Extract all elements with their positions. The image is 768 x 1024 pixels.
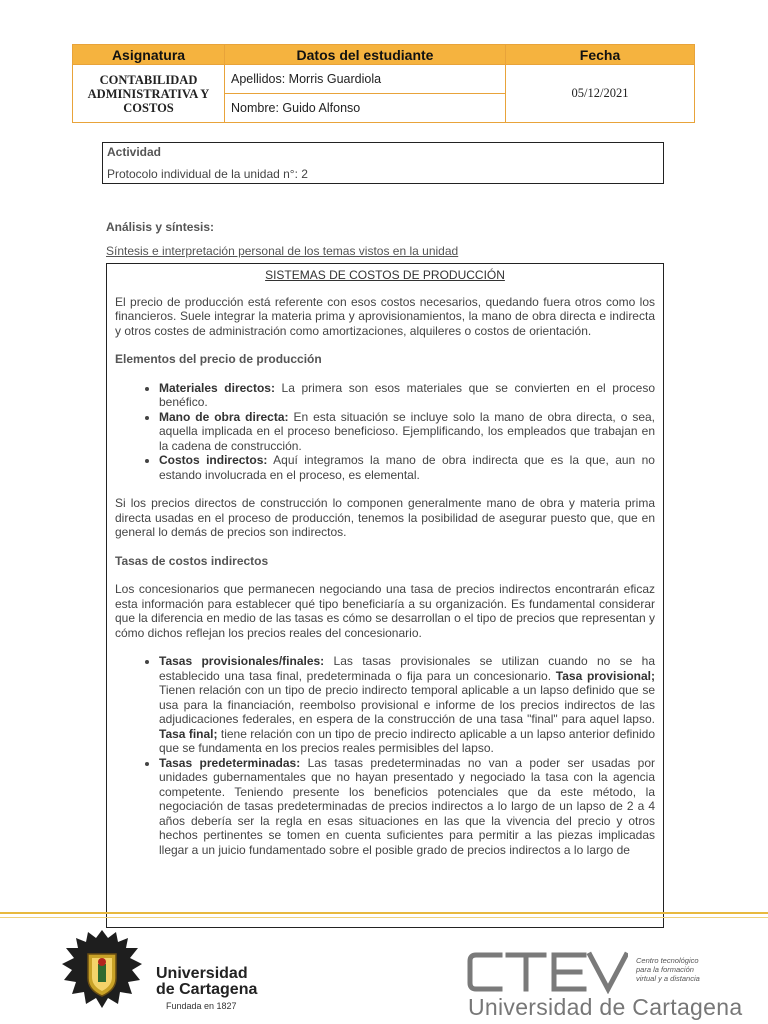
surnames-cell: Apellidos: Morris Guardiola <box>225 65 506 94</box>
list-item-term: Tasas provisionales/finales: <box>159 654 325 668</box>
list-item <box>159 654 655 756</box>
section-subtitle: Síntesis e interpretación personal de los temas vistos en la unidad <box>106 244 459 258</box>
paragraph-rates: Los concesionarios que permanecen negociando una tasa de precios indirectos encontrarán eficaz esta información para establecer qué tipo beneficiaría a su organización. Es fundamental considerar que la diferencia en medio de las tasas es cómo se desarrollan o el tipo de precios que representan y cómo dichos reflejan los precios reales del concesionario. <box>115 582 655 640</box>
list-item-text: La primera son esos materiales que se convierten en el proceso benéfico. <box>159 380 655 409</box>
list-item-text: Las tasas provisionales se utilizan cuando no se ha establecido una tasa final, predeterminada o fija para un concesionario. <box>159 654 655 683</box>
list-item <box>159 381 655 410</box>
elements-list <box>115 381 655 483</box>
footer-divider <box>0 912 768 914</box>
list-item-text: Las tasas predeterminadas no van a poder ser usadas por unidades gubernamentales que no hayan presentado y negociado la tasa con la agencia competente. Teniendo presente los beneficios potenciales que da este método, la negociación de tasas predeterminadas de precios indirectos a lo largo de un lapso de 2 a 4 años debería ser la regla en esas situaciones en las que la vivencia del precio y otros hechos pertinentes se tomen en cuenta suficientes para permitir a las piezas implicadas llegar a un juicio fundamentado sobre el posible grado de precios indirectos a lo largo de <box>159 755 655 857</box>
subject-cell: CONTABILIDAD ADMINISTRATIVA Y COSTOS <box>73 65 225 123</box>
activity-value: Protocolo individual de la unidad n°: 2 <box>107 167 308 181</box>
header-table <box>72 44 695 123</box>
university-name <box>156 966 257 998</box>
date-cell: 05/12/2021 <box>506 65 695 123</box>
paragraph-direct-costs: Si los precios directos de construcción lo componen generalmente mano de obra y materia prima directa usadas en el proceso de producción, tenemos la posibilidad de asegurar puesto que, que en general lo demás de precios son indirectos. <box>115 496 655 539</box>
list-item-text: Tienen relación con un tipo de precio indirecto temporal aplicable a un lapso definido que se usa para la financiación, reembolso provisional e informe de los precios indirectos de las adjudicaciones federales, en espera de la construcción de una tasa "final" para aquel lapso. <box>159 683 655 726</box>
section-title: Análisis y síntesis: <box>106 220 215 234</box>
list-item-text: tiene relación con un tipo de precio indirecto aplicable a un lapso anterior definido que se fundamenta en los precios reales permisibles del lapso. <box>159 726 655 755</box>
list-item-term: Costos indirectos: <box>159 453 268 467</box>
ctev-logo-icon <box>466 950 628 994</box>
list-item <box>159 453 655 482</box>
ctev-tagline-3: virtual y a distancia <box>636 974 700 983</box>
ctev-university-name: Universidad de Cartagena <box>468 994 743 1020</box>
activity-title: Actividad <box>107 145 162 159</box>
university-founded: Fundada en 1827 <box>166 1001 237 1011</box>
ctev-tagline-2: para la formación <box>636 965 694 974</box>
ctev-tagline <box>636 956 700 983</box>
list-item <box>159 756 655 858</box>
list-item-term: Materiales directos: <box>159 380 275 395</box>
col-subject-header: Asignatura <box>73 45 225 65</box>
rates-list <box>115 654 655 857</box>
col-student-header: Datos del estudiante <box>225 45 506 65</box>
activity-box <box>102 142 664 184</box>
list-item <box>159 410 655 454</box>
list-item-term: Tasa final; <box>159 726 218 741</box>
list-item-term: Mano de obra directa: <box>159 409 289 424</box>
list-item-term: Tasas predeterminadas: <box>159 755 301 770</box>
subheading-rates: Tasas de costos indirectos <box>115 553 269 568</box>
university-shield-icon <box>58 928 146 1016</box>
content-heading: SISTEMAS DE COSTOS DE PRODUCCIÓN <box>265 268 505 282</box>
subheading-elements: Elementos del precio de producción <box>115 352 322 366</box>
footer-divider-thin <box>0 917 768 918</box>
university-name-line2: de Cartagena <box>156 981 258 998</box>
col-date-header: Fecha <box>506 45 695 65</box>
list-item-text: Aquí integramos la mano de obra indirecta que es la que, aun no estando involucrada en el proceso, es elemental. <box>159 453 655 482</box>
university-name-line1: Universidad <box>156 965 248 982</box>
list-item-text: En esta situación se incluye solo la mano de obra directa, o sea, aquella implicada en el proceso beneficioso. Ejemplificando, los empleados que trabajan en la cadena de construcción. <box>159 409 655 453</box>
name-cell: Nombre: Guido Alfonso <box>225 94 506 123</box>
ctev-tagline-1: Centro tecnológico <box>636 956 699 965</box>
content-box <box>106 263 664 928</box>
paragraph-intro: El precio de producción está referente con esos costos necesarios, quedando fuera otros como los financieros. Suele integrar la materia prima y aprovisionamientos, la mano de obra directa e indirecta y otros costes de administración como amortizaciones, alquileres o costos de orientación. <box>115 294 655 338</box>
list-item-term: Tasa provisional; <box>555 668 655 683</box>
